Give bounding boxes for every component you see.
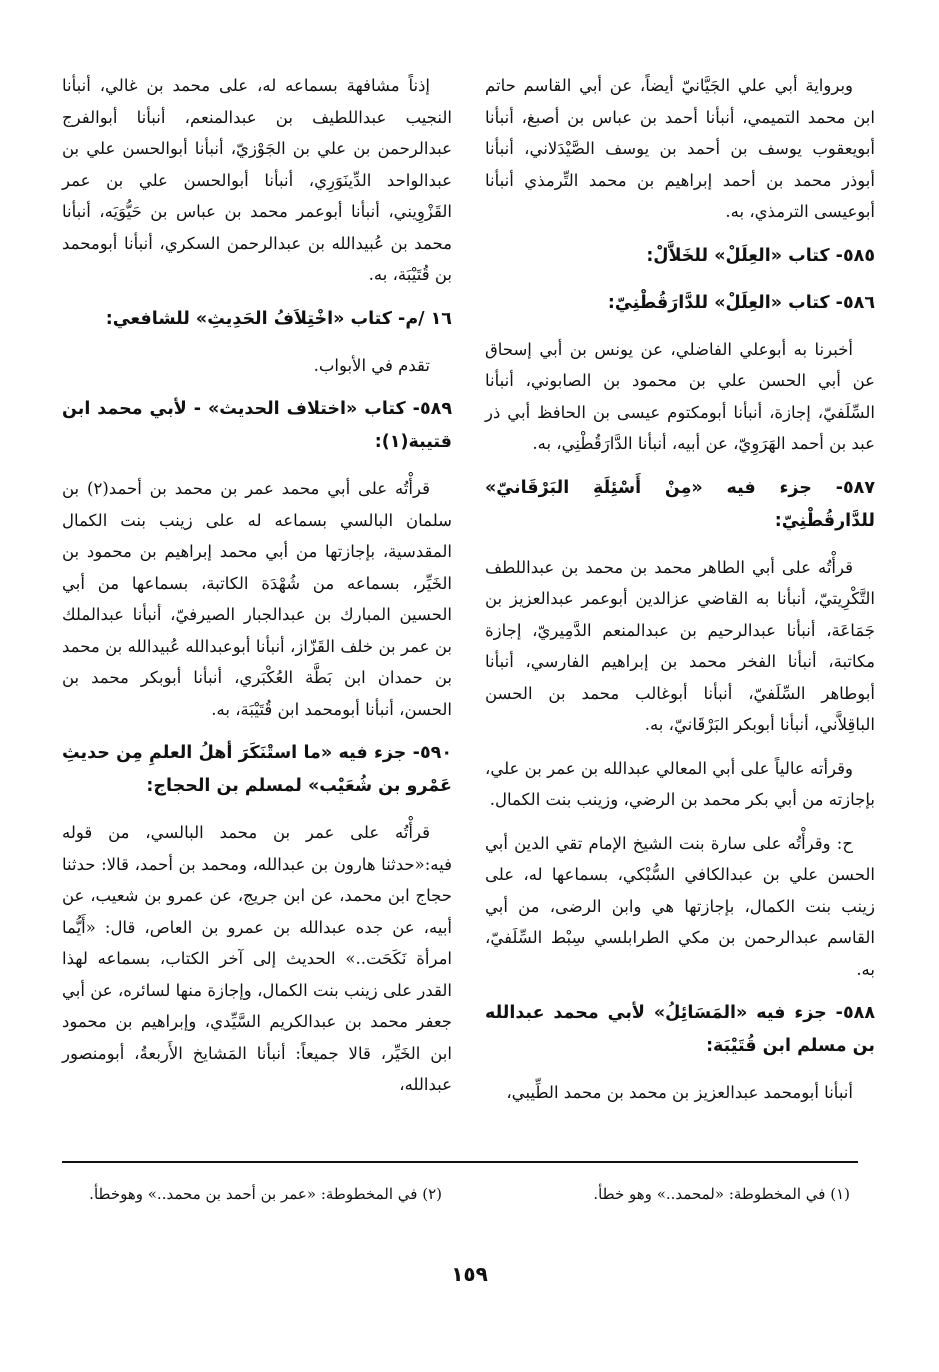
section-heading-590: ٥٩٠- جزء فيه «ما استْنَكَرَ أهلُ العلمِ مِن حديثِ عَمْرو بن شُعَيْب» لمسلم بن الحجاج: [62,743,452,796]
paragraph: وبرواية أبي علي الجَيَّانيّ أيضاً، عن أبي القاسم حاتم ابن محمد التميمي، أنبأنا أحمد بن عباس بن أصبغ، أنبأنا أبويعقوب يوسف بن أحمد بن يوسف الصَّيْدَلاني، أنبأنا أبوذر محمد بن أحمد إبراهيم بن محمد التِّرمذي أنبأنا أبوعيسى الترمذي، به. [485,76,875,221]
paragraph: قرأْتُه على عمر بن محمد البالسي، من قوله فيه:«حدثنا هارون بن عبدالله، ومحمد بن أحمد، قالا: حدثنا حجاج ابن محمد، عن ابن جريج، عن عمرو بن شعيب، عن أبيه، عن جده عبدالله بن عمرو بن العاص، قال: «أَيُّما امرأة نَكَحَت..» الحديث إلى آخر الكتاب، بسماعه لهذا القدر على زينب بنت الكمال، وإجازة منها لسائره، عن أبي جعفر محمد بن عبدالكريم السَّيِّدي، وإبراهيم بن محمود ابن الخَيِّر، قالا جميعاً: أنبأنا المَشايخ الأَربعةُ، أبومنصور عبدالله، [62,823,452,1094]
section-heading-16m: ١٦ /م- كتاب «اخْتِلاَفُ الحَدِيثِ» للشافعي: [105,308,452,329]
footnote-2: (٢) في المخطوطة: «عمر بن أحمد بن محمد..» وهوخطأ. [89,1185,442,1203]
left-column [62,70,452,1113]
section-heading-589: ٥٨٩- كتاب «اختلاف الحديث» - لأبي محمد ابن قتيبة(١): [62,399,452,452]
right-column [485,70,875,1121]
section-heading-585: ٥٨٥- كتاب «العِلَلْ» للخَلاَّلْ: [646,245,875,266]
paragraph: أخبرنا به أبوعلي الفاضلي، عن يونس بن أبي إسحاق عن أبي الحسن علي بن محمود بن الصابوني، أنبأنا السِّلَفيّ، إجازة، أنبأنا أبومكتوم عيسى بن الحافظ أبي ذر عبد بن أحمد الهَرَوِيّ، عن أبيه، أنبأنا الدَّارَقُطْنِي، به. [485,339,875,453]
page-number: ١٥٩ [451,1262,488,1286]
section-heading-586: ٥٨٦- كتاب «العِلَلْ» للدَّارَقُطْنِيّ: [607,292,875,313]
footnote-divider [62,1161,858,1163]
paragraph: ح: وقرأْتُه على سارة بنت الشيخ الإمام تقي الدين أبي الحسن علي بن عبدالكافي السُّبْكي، بسماعها له، على زينب بنت الكمال، بإجازتها هي وابن الرضى، من أبي القاسم عبدالرحمن بن مكي الطرابلسي سِبْط السِّلَفيّ، به. [485,833,875,979]
footnote-1: (١) في المخطوطة: «لمحمد..» وهو خطأ. [593,1185,850,1203]
paragraph: قرأْتُه على أبي الطاهر محمد بن محمد بن عبداللطف التَّكْرِيتيّ، أنبأنا به القاضي عزالدين أبوعمر عبدالعزيز بن جَمَاعَة، أنبأنا عبدالرحيم بن عبدالمنعم الدَّمِيريّ، إجازة مكاتبة، أنبأنا الفخر محمد بن إبراهيم الفارسي، أنبأنا أبوطاهر السِّلَفيّ، أنبأنا أبوغالب محمد بن الحسن الباقِلاَّني، أنبأنا أبوبكر البَرْقَانيّ، به. [485,557,875,734]
section-heading-588: ٥٨٨- جزء فيه «المَسَائِلُ» لأبي محمد عبدالله بن مسلم ابن قُتَيْبَة: [485,1003,875,1056]
paragraph: إذناً مشافهة بسماعه له، على محمد بن غالي، أنبأنا النجيب عبداللطيف بن عبدالمنعم، أنبأنا أبوالفرج عبدالرحمن بن علي بن الجَوْزيّ، أنبأنا أبوالحسن علي بن عبدالواحد الدِّينَوَرِي، أنبأنا أبوالحسن علي بن عمر القَزْوِيني، أنبأنا أبوعمر محمد بن عباس بن حَيُّوَيَه، أنبأنا محمد بن عُبيدالله بن عبدالرحمن السكري، أنبأنا أبومحمد بن قُتَيْبَة، به. [62,76,452,284]
paragraph: قرأْتُه على أبي محمد عمر بن محمد بن أحمد(٢) بن سلمان البالسي بسماعه له على زينب بنت الكمال المقدسية، بإجازتها من أبي محمد إبراهيم بن محمود بن الخَيِّر، بسماعه من شُهْدَة الكاتبة، بسماعها من أبي الحسين المبارك بن عبدالجبار الصيرفيّ، أنبأنا عبدالملك بن عمر بن خلف القَزّاز، أنبأنا أبوعبدالله عُبيدالله بن محمد بن حمدان ابن بَطَّة العُكْبَري، أنبأنا أبوبكر محمد بن الحسن، أنبأنا أبومحمد ابن قُتَيْبَة، به. [62,479,452,719]
section-heading-587: ٥٨٧- جزء فيه «مِنْ أَسْئِلَةِ البَرْقَانيّ» للدَّارقُطْنِيّ: [485,477,875,531]
paragraph: وقرأته عالياً على أبي المعالي عبدالله بن عمر بن علي، بإجازته من أبي بكر محمد بن الرضي، وزينب بنت الكمال. [485,758,875,809]
paragraph: تقدم في الأبواب. [313,355,430,375]
paragraph: أنبأنا أبومحمد عبدالعزيز بن محمد بن محمد الطِّيبي، [506,1083,853,1102]
